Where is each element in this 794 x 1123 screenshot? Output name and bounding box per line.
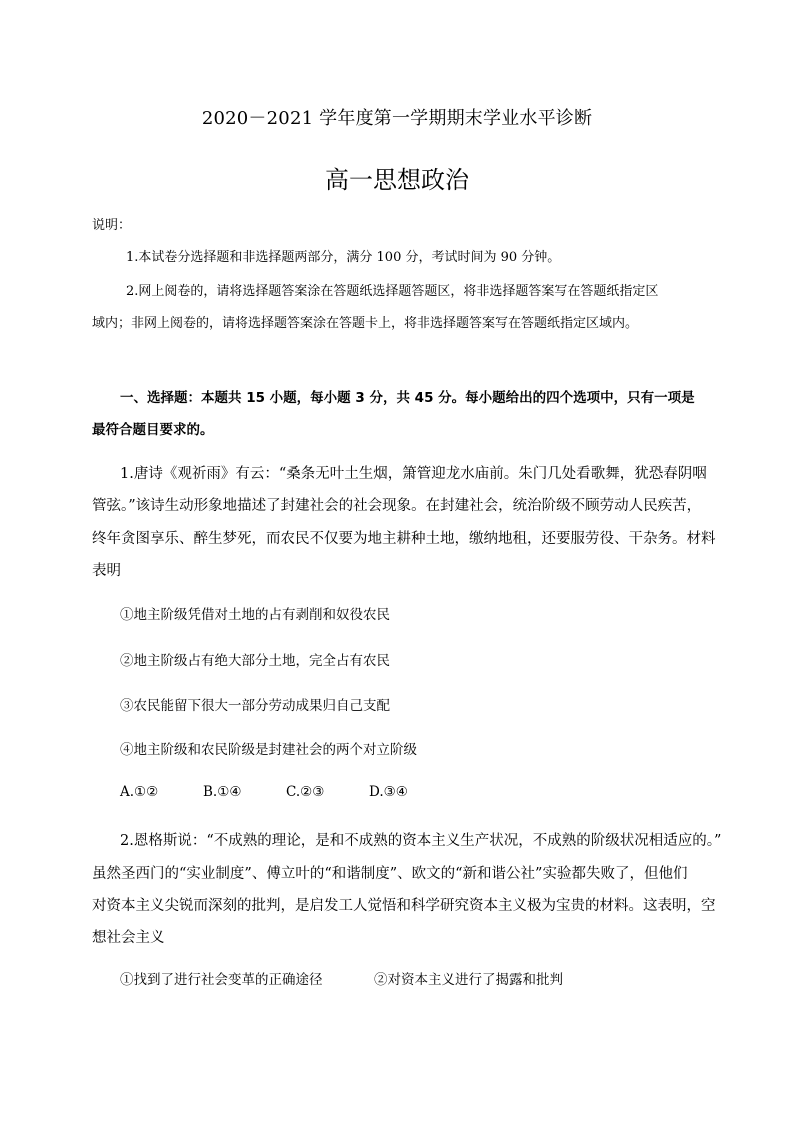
instruction-line-1: 1.本试卷分选择题和非选择题两部分，满分 100 分，考试时间为 90 分钟。 <box>126 250 561 265</box>
section-heading-line-1: 一、选择题：本题共 15 小题，每小题 3 分，共 45 分。每小题给出的四个选项中，只有一项是 <box>120 390 695 406</box>
q1-statement-2: ②地主阶级占有绝大部分土地，完全占有农民 <box>120 653 390 669</box>
q1-stem-line-1: 1.唐诗《观祈雨》有云：“桑条无叶土生烟，箫管迎龙水庙前。朱门几处看歌舞，犹恐春阴咽 <box>120 466 707 482</box>
q1-choice-d[interactable]: D.③④ <box>369 784 408 800</box>
q2-stem-line-3: 对资本主义尖锐而深刻的批判，是启发工人觉悟和科学研究资本主义极为宝贵的材料。这表明，空 <box>92 898 716 914</box>
q1-statement-4: ④地主阶级和农民阶级是封建社会的两个对立阶级 <box>120 742 417 758</box>
section-heading-line-2: 最符合题目要求的。 <box>92 422 214 438</box>
q2-stem-line-1: 2.恩格斯说：“不成熟的理论，是和不成熟的资本主义生产状况，不成熟的阶级状况相适应的。” <box>120 833 722 849</box>
q2-statement-2: ②对资本主义进行了揭露和批判 <box>374 972 563 988</box>
q2-stem-line-2: 虽然圣西门的“实业制度”、傅立叶的“和谐制度”、欧文的“新和谐公社”实验都失败了，但他们 <box>92 866 688 882</box>
q1-statement-3: ③农民能留下很大一部分劳动成果归自己支配 <box>120 698 390 714</box>
q2-statement-1: ①找到了进行社会变革的正确途径 <box>120 972 323 988</box>
instructions-label: 说明： <box>92 218 132 233</box>
q1-choice-a[interactable]: A.①② <box>120 784 159 800</box>
subject-title: 高一思想政治 <box>325 166 469 194</box>
q1-choice-c[interactable]: C.②③ <box>286 784 325 800</box>
q2-stem-line-4: 想社会主义 <box>92 930 165 946</box>
q1-choice-b[interactable]: B.①④ <box>203 784 242 800</box>
q1-choices <box>120 784 408 800</box>
q1-statement-1: ①地主阶级凭借对土地的占有剥削和奴役农民 <box>120 607 390 623</box>
instruction-line-3: 域内；非网上阅卷的，请将选择题答案涂在答题卡上，将非选择题答案写在答题纸指定区域内。 <box>92 316 639 331</box>
q1-stem-line-4: 表明 <box>92 563 121 579</box>
q1-stem-line-3: 终年贪图享乐、醉生梦死，而农民不仅要为地主耕种土地，缴纳地租，还要服劳役、干杂务。材料 <box>92 531 716 547</box>
exam-title: 2020－2021 学年度第一学期期末学业水平诊断 <box>201 108 593 129</box>
q1-stem-line-2: 管弦。”该诗生动形象地描述了封建社会的社会现象。在封建社会，统治阶级不顾劳动人民疾苦， <box>92 498 702 514</box>
instruction-line-2: 2.网上阅卷的，请将选择题答案涂在答题纸选择题答题区，将非选择题答案写在答题纸指定区 <box>126 284 659 299</box>
